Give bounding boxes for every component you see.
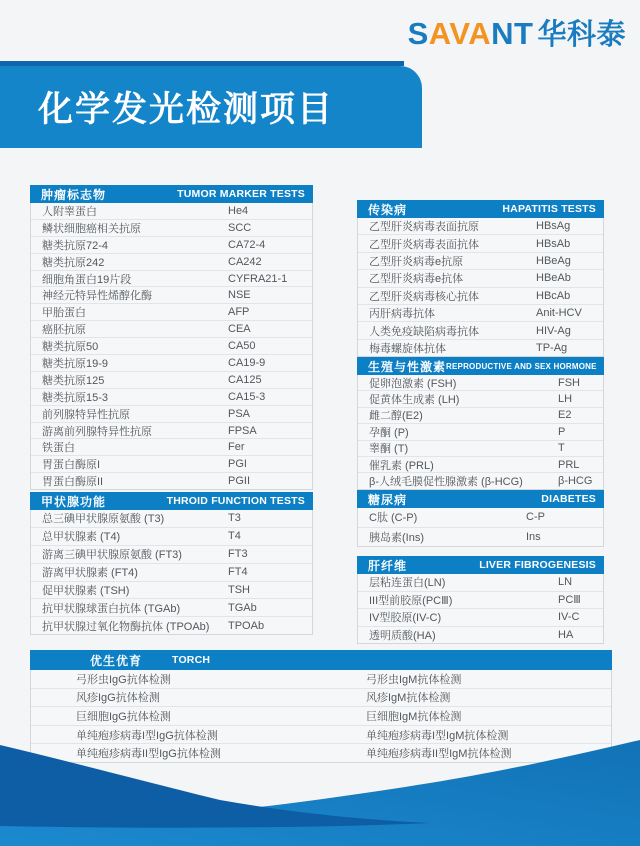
test-row — [31, 321, 312, 338]
test-name-cn: 促黄体生成素 (LH) — [369, 394, 460, 407]
test-code: CA15-3 — [228, 390, 266, 403]
test-name-cn: 抗甲状腺球蛋白抗体 (TGAb) — [42, 602, 181, 615]
test-row — [358, 270, 603, 287]
test-row — [358, 473, 603, 488]
test-row — [31, 423, 312, 440]
test-code: C-P — [526, 511, 545, 524]
test-name-cn: 细胞角蛋白19片段 — [42, 273, 132, 286]
test-name-cn: 游离前列腺特异性抗原 — [42, 425, 152, 438]
test-name-cn: 促卵泡激素 (FSH) — [369, 377, 457, 390]
hormone-table-header — [357, 357, 604, 375]
hormone-table-body — [357, 375, 604, 490]
test-name-cn: 抗甲状腺过氧化物酶抗体 (TPOAb) — [42, 620, 210, 633]
test-row — [31, 237, 312, 254]
test-name-cn: 乙型肝炎病毒表面抗原 — [369, 221, 479, 234]
footer-swoosh-graphic — [0, 736, 640, 846]
table-title-cn: 肿瘤标志物 — [41, 187, 107, 202]
test-code: PCⅢ — [558, 594, 581, 607]
liver-table-header — [357, 556, 604, 574]
test-row — [358, 375, 603, 391]
logo-text-blue-1: S — [407, 16, 429, 51]
test-row — [358, 288, 603, 305]
test-row — [358, 574, 603, 592]
test-row — [358, 592, 603, 610]
test-name-cn: 胰岛素(Ins) — [369, 531, 424, 544]
table-title-en: LIVER FIBROGENESIS — [479, 559, 596, 571]
test-code: LN — [558, 576, 573, 589]
table-title-cn: 糖尿病 — [368, 492, 408, 507]
test-row — [358, 609, 603, 627]
test-name-cn: 乙型肝炎病毒e抗原 — [369, 255, 464, 268]
test-code: NSE — [228, 289, 251, 302]
test-code: PRL — [558, 458, 580, 471]
test-name-igg: 单纯疱疹病毒II型IgG抗体检测 — [76, 748, 221, 761]
test-row — [31, 456, 312, 473]
test-row — [358, 528, 603, 547]
test-code: IV-C — [558, 611, 580, 624]
test-name-cn: 甲胎蛋白 — [42, 307, 86, 320]
logo-text-orange: AVA — [428, 16, 492, 51]
logo-text-chinese: 华科泰 — [537, 19, 626, 51]
test-code: CA72-4 — [228, 238, 266, 251]
test-name-igm: 单纯疱疹病毒I型IgM抗体检测 — [366, 729, 509, 742]
test-code: HBsAg — [536, 220, 571, 233]
test-code: HBeAb — [536, 272, 571, 285]
test-code: β-HCG — [558, 475, 593, 488]
table-title-cn: 优生优育 — [90, 653, 143, 668]
test-code: FPSA — [228, 424, 257, 437]
test-name-cn: III型前胶原(PCⅢ) — [369, 594, 453, 607]
test-name-cn: 游离甲状腺素 (FT4) — [42, 567, 138, 580]
test-row — [31, 439, 312, 456]
diabetes-table-body — [357, 508, 604, 547]
test-name-igm: 弓形虫IgM抗体检测 — [366, 673, 462, 686]
test-row — [31, 564, 312, 582]
test-row — [31, 670, 611, 689]
test-code: FSH — [558, 376, 580, 389]
test-code: CEA — [228, 323, 251, 336]
table-title-en: THROID FUNCTION TESTS — [166, 495, 305, 507]
test-code: T — [558, 442, 565, 455]
table-title-en: HAPATITIS TESTS — [502, 203, 596, 215]
test-code: CA242 — [228, 255, 262, 268]
page-title: 化学发光检测项目 — [38, 90, 335, 129]
test-name-cn: 糖类抗原19-9 — [42, 357, 109, 370]
test-name-cn: 人附睾蛋白 — [42, 205, 97, 218]
test-row — [358, 305, 603, 322]
table-title-cn: 传染病 — [368, 202, 408, 217]
test-name-cn: 糖类抗原50 — [42, 341, 99, 354]
test-code: HA — [558, 628, 574, 641]
test-code: CA125 — [228, 373, 262, 386]
test-row — [358, 408, 603, 424]
test-code: HIV-Ag — [536, 324, 571, 337]
tumor-marker-table-header — [30, 185, 313, 203]
table-title-cn: 肝纤维 — [368, 558, 408, 573]
test-code: SCC — [228, 221, 252, 234]
test-row — [31, 599, 312, 617]
test-name-cn: 鳞状细胞癌相关抗原 — [42, 222, 141, 235]
table-title-en: TORCH — [172, 654, 211, 666]
test-row — [31, 220, 312, 237]
test-row — [31, 304, 312, 321]
diabetes-table-header — [357, 490, 604, 508]
thyroid-table-body — [30, 510, 313, 635]
test-row — [358, 340, 603, 356]
test-code: HBsAb — [536, 237, 571, 250]
test-code: T3 — [228, 512, 241, 525]
test-name-cn: C肽 (C-P) — [369, 512, 418, 525]
test-code: PGII — [228, 475, 251, 488]
test-name-cn: 层粘连蛋白(LN) — [369, 577, 446, 590]
test-row — [358, 627, 603, 644]
test-code: CYFRA21-1 — [228, 272, 288, 285]
test-name-cn: 促甲状腺素 (TSH) — [42, 585, 130, 597]
test-code: He4 — [228, 204, 249, 217]
test-code: HBcAb — [536, 289, 571, 302]
test-row — [358, 322, 603, 339]
table-title-en: DIABETES — [541, 493, 596, 505]
test-row — [31, 355, 312, 372]
test-name-cn: 癌胚抗原 — [42, 324, 86, 337]
test-name-igg: 巨细胞IgG抗体检测 — [76, 710, 171, 723]
table-title-cn: 甲状腺功能 — [41, 494, 107, 509]
tumor-marker-table-body — [30, 203, 313, 490]
test-row — [31, 689, 611, 708]
test-name-cn: 人类免疫缺陷病毒抗体 — [369, 325, 479, 338]
test-name-cn: 透明质酸(HA) — [369, 629, 436, 642]
test-name-cn: 铁蛋白 — [42, 442, 75, 455]
test-row — [31, 510, 312, 528]
thyroid-table-header — [30, 492, 313, 510]
test-name-igm: 风疹IgM抗体检测 — [366, 692, 451, 705]
test-code: Anit-HCV — [536, 307, 582, 320]
test-code: PSA — [228, 407, 251, 420]
test-name-cn: 前列腺特异性抗原 — [42, 408, 130, 421]
test-code: LH — [558, 393, 573, 406]
test-row — [31, 271, 312, 288]
test-row — [31, 528, 312, 546]
test-row — [31, 546, 312, 564]
test-code: CA19-9 — [228, 356, 266, 369]
test-code: CA50 — [228, 340, 256, 353]
test-row — [31, 203, 312, 220]
table-title-cn: 生殖与性激素 — [368, 359, 447, 374]
test-row — [31, 254, 312, 271]
torch-table-header — [30, 650, 612, 670]
test-name-cn: 糖类抗原242 — [42, 256, 105, 269]
test-name-igm: 单纯疱疹病毒II型IgM抗体检测 — [366, 748, 512, 761]
test-name-igg: 弓形虫IgG抗体检测 — [76, 673, 171, 686]
test-row — [31, 287, 312, 304]
test-code: TSH — [228, 584, 250, 596]
test-code: TPOAb — [228, 619, 265, 632]
test-code: Ins — [526, 530, 541, 543]
savant-logo — [408, 12, 626, 53]
infectious-table-header — [357, 200, 604, 218]
title-banner — [0, 66, 422, 148]
liver-fibrogenesis-table — [357, 556, 604, 644]
diabetes-table — [357, 490, 604, 547]
infectious-table-body — [357, 218, 604, 357]
test-row — [358, 235, 603, 252]
test-name-cn: 游离三碘甲状腺原氨酸 (FT3) — [42, 549, 182, 562]
test-row — [31, 338, 312, 355]
infectious-disease-table — [357, 200, 604, 357]
test-row — [358, 424, 603, 440]
test-code: FT3 — [228, 548, 248, 561]
test-code: E2 — [558, 409, 572, 422]
test-name-cn: 总甲状腺素 (T4) — [42, 531, 121, 544]
test-code: FT4 — [228, 566, 248, 579]
test-name-cn: 乙型肝炎病毒核心抗体 — [369, 290, 479, 303]
test-name-cn: 睾酮 (T) — [369, 443, 409, 456]
test-name-cn: 催乳素 (PRL) — [369, 459, 434, 472]
test-row — [31, 372, 312, 389]
thyroid-function-table — [30, 492, 313, 635]
test-row — [31, 582, 312, 600]
test-row — [31, 473, 312, 489]
table-title-en: REPRODUCTIVE AND SEX HORMONE — [446, 361, 597, 371]
test-name-cn: β-人绒毛膜促性腺激素 (β-HCG) — [369, 476, 523, 489]
test-code: TP-Ag — [536, 341, 568, 354]
liver-table-body — [357, 574, 604, 644]
test-row — [358, 508, 603, 528]
test-code: AFP — [228, 306, 250, 319]
test-name-cn: 孕酮 (P) — [369, 426, 409, 439]
test-code: PGI — [228, 458, 247, 471]
logo-text-blue-2: NT — [491, 16, 534, 51]
test-name-cn: 胃蛋白酶原II — [42, 476, 104, 489]
table-title-en: TUMOR MARKER TESTS — [177, 188, 305, 200]
test-name-cn: 乙型肝炎病毒e抗体 — [369, 273, 464, 286]
test-row — [31, 707, 611, 726]
test-row — [358, 457, 603, 473]
test-name-cn: 糖类抗原15-3 — [42, 391, 109, 404]
test-code: Fer — [228, 441, 245, 454]
test-row — [31, 617, 312, 634]
test-code: T4 — [228, 530, 241, 543]
test-name-cn: 糖类抗原125 — [42, 374, 105, 387]
test-name-cn: 雌二醇(E2) — [369, 410, 423, 423]
test-code: P — [558, 425, 566, 438]
test-code: HBeAg — [536, 254, 571, 267]
test-code: TGAb — [228, 601, 257, 614]
test-name-cn: 糖类抗原72-4 — [42, 239, 109, 252]
test-name-cn: 神经元特异性烯醇化酶 — [42, 290, 152, 303]
test-row — [358, 441, 603, 457]
tumor-marker-table — [30, 185, 313, 490]
test-name-igg: 风疹IgG抗体检测 — [76, 692, 160, 705]
test-row — [358, 253, 603, 270]
test-name-igg: 单纯疱疹病毒I型IgG抗体检测 — [76, 729, 218, 742]
test-name-cn: 丙肝病毒抗体 — [369, 308, 435, 321]
test-row — [358, 218, 603, 235]
test-name-cn: 胃蛋白酶原I — [42, 459, 101, 472]
test-row — [358, 391, 603, 407]
test-name-igm: 巨细胞IgM抗体检测 — [366, 710, 462, 723]
test-row — [31, 389, 312, 406]
test-name-cn: 总三碘甲状腺原氨酸 (T3) — [42, 513, 165, 526]
test-name-cn: 梅毒螺旋体抗体 — [369, 342, 446, 355]
test-row — [31, 406, 312, 423]
test-name-cn: IV型胶原(IV-C) — [369, 612, 442, 625]
test-name-cn: 乙型肝炎病毒表面抗体 — [369, 238, 479, 251]
reproductive-hormone-table — [357, 357, 604, 490]
